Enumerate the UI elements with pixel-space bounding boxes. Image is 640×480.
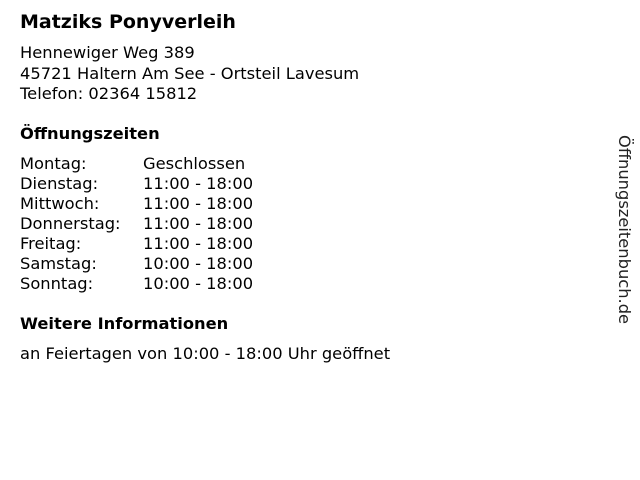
further-info-text: an Feiertagen von 10:00 - 18:00 Uhr geöffnet (20, 344, 391, 363)
street-address: Hennewiger Weg 389 (20, 43, 195, 62)
day-label: Freitag: (20, 234, 82, 253)
time-value: 11:00 - 18:00 (143, 174, 254, 193)
opening-hours-heading: Öffnungszeiten (20, 124, 160, 143)
time-value: Geschlossen (143, 154, 246, 173)
time-value: 10:00 - 18:00 (143, 274, 254, 293)
further-info-heading: Weitere Informationen (20, 314, 229, 333)
city-address: 45721 Haltern Am See - Ortsteil Lavesum (20, 63, 360, 83)
time-value: 11:00 - 18:00 (143, 194, 254, 213)
site-brand-vertical: Öffnungszeitenbuch.de (615, 135, 634, 325)
phone-number: Telefon: 02364 15812 (20, 84, 198, 103)
time-value: 11:00 - 18:00 (143, 234, 254, 253)
day-label: Samstag: (20, 254, 97, 273)
business-address (20, 43, 359, 105)
day-label: Mittwoch: (20, 194, 100, 213)
day-label: Sonntag: (20, 274, 94, 293)
time-value: 11:00 - 18:00 (143, 214, 254, 233)
day-label: Montag: (20, 154, 87, 173)
day-label: Dienstag: (20, 174, 99, 193)
day-label: Donnerstag: (20, 214, 121, 233)
business-name: Matziks Ponyverleih (20, 11, 236, 33)
time-value: 10:00 - 18:00 (143, 254, 254, 273)
